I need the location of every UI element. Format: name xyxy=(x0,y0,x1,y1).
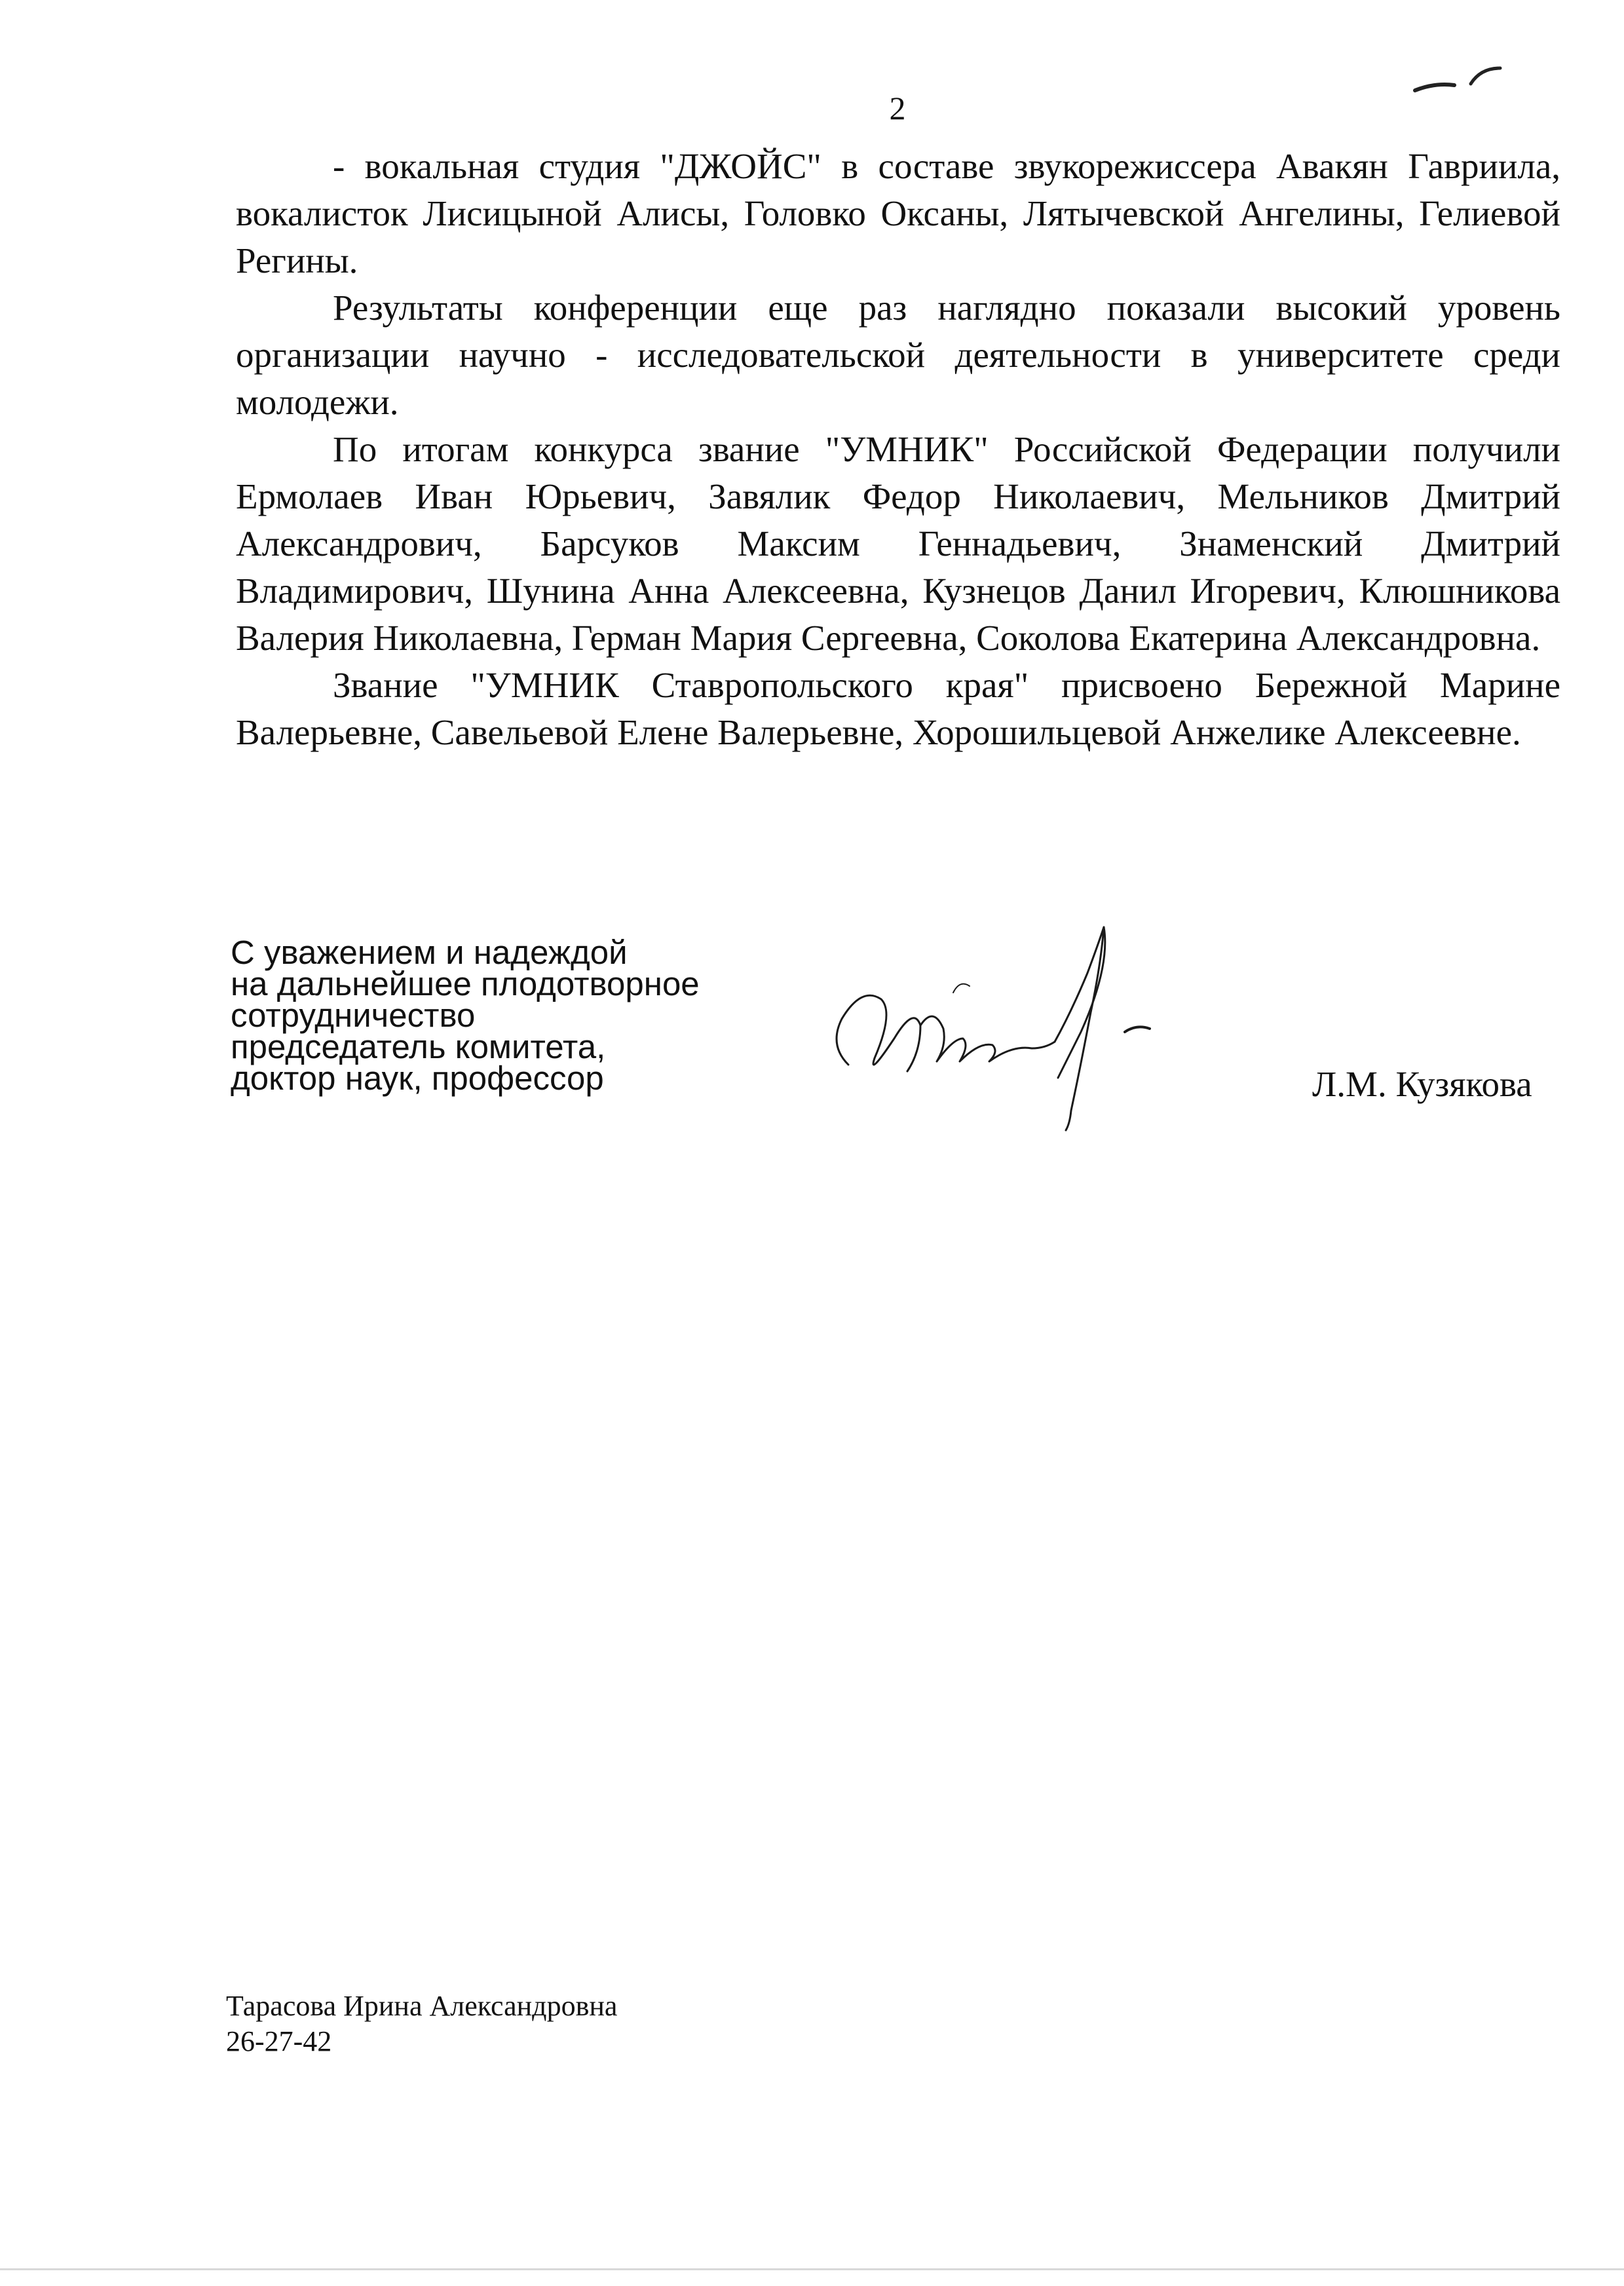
paragraph-umnik-stavropol: Звание "УМНИК Ставропольского края" присвоено Бережной Марине Валерьевне, Савельевой Елене Валерьевне, Хорошильцевой Анжелике Алексеевне. xyxy=(236,665,1560,752)
page-bottom-edge xyxy=(0,2268,1624,2270)
signer-name: Л.М. Кузякова xyxy=(1312,1064,1532,1104)
paragraph-umnik-rf: По итогам конкурса звание "УМНИК" Российской Федерации получили Ермолаев Иван Юрьевич, Завялик Федор Николаевич, Мельников Дмитрий Александрович, Барсуков Максим Геннадьевич, Знаменский Дмитрий Владимирович, Шунина Анна Алексеевна, Кузнецов Данил Игоревич, Клюшникова Валерия Николаевна, Герман Мария Сергеевна, Соколова Екатерина Александровна. xyxy=(236,429,1560,658)
closing-line: С уважением и надеждой xyxy=(231,934,628,971)
closing-line: на дальнейшее плодотворное xyxy=(231,965,700,1002)
handwritten-signature-icon xyxy=(822,914,1189,1137)
executor-phone: 26-27-42 xyxy=(226,2025,332,2057)
paragraph-conference-results: Результаты конференции еще раз наглядно показали высокий уровень организации научно - исследовательской деятельности в университете среди молодежи. xyxy=(236,288,1560,422)
closing-line: доктор наук, профессор xyxy=(231,1059,604,1097)
page-number: 2 xyxy=(889,90,906,126)
paragraph-vocal-studio: - вокальная студия "ДЖОЙС" в составе звукорежиссера Авакян Гавриила, вокалисток Лисицыной Алисы, Головко Оксаны, Лятычевской Ангелины, Гелиевой Регины. xyxy=(236,146,1560,280)
executor-block xyxy=(226,1989,617,2059)
executor-name: Тарасова Ирина Александровна xyxy=(226,1990,618,2022)
scan-mark-icon xyxy=(1408,59,1513,98)
closing-block xyxy=(231,934,700,1097)
closing-line: сотрудничество xyxy=(231,997,476,1034)
letter-body xyxy=(236,143,1560,756)
closing-line: председатель комитета, xyxy=(231,1028,606,1065)
